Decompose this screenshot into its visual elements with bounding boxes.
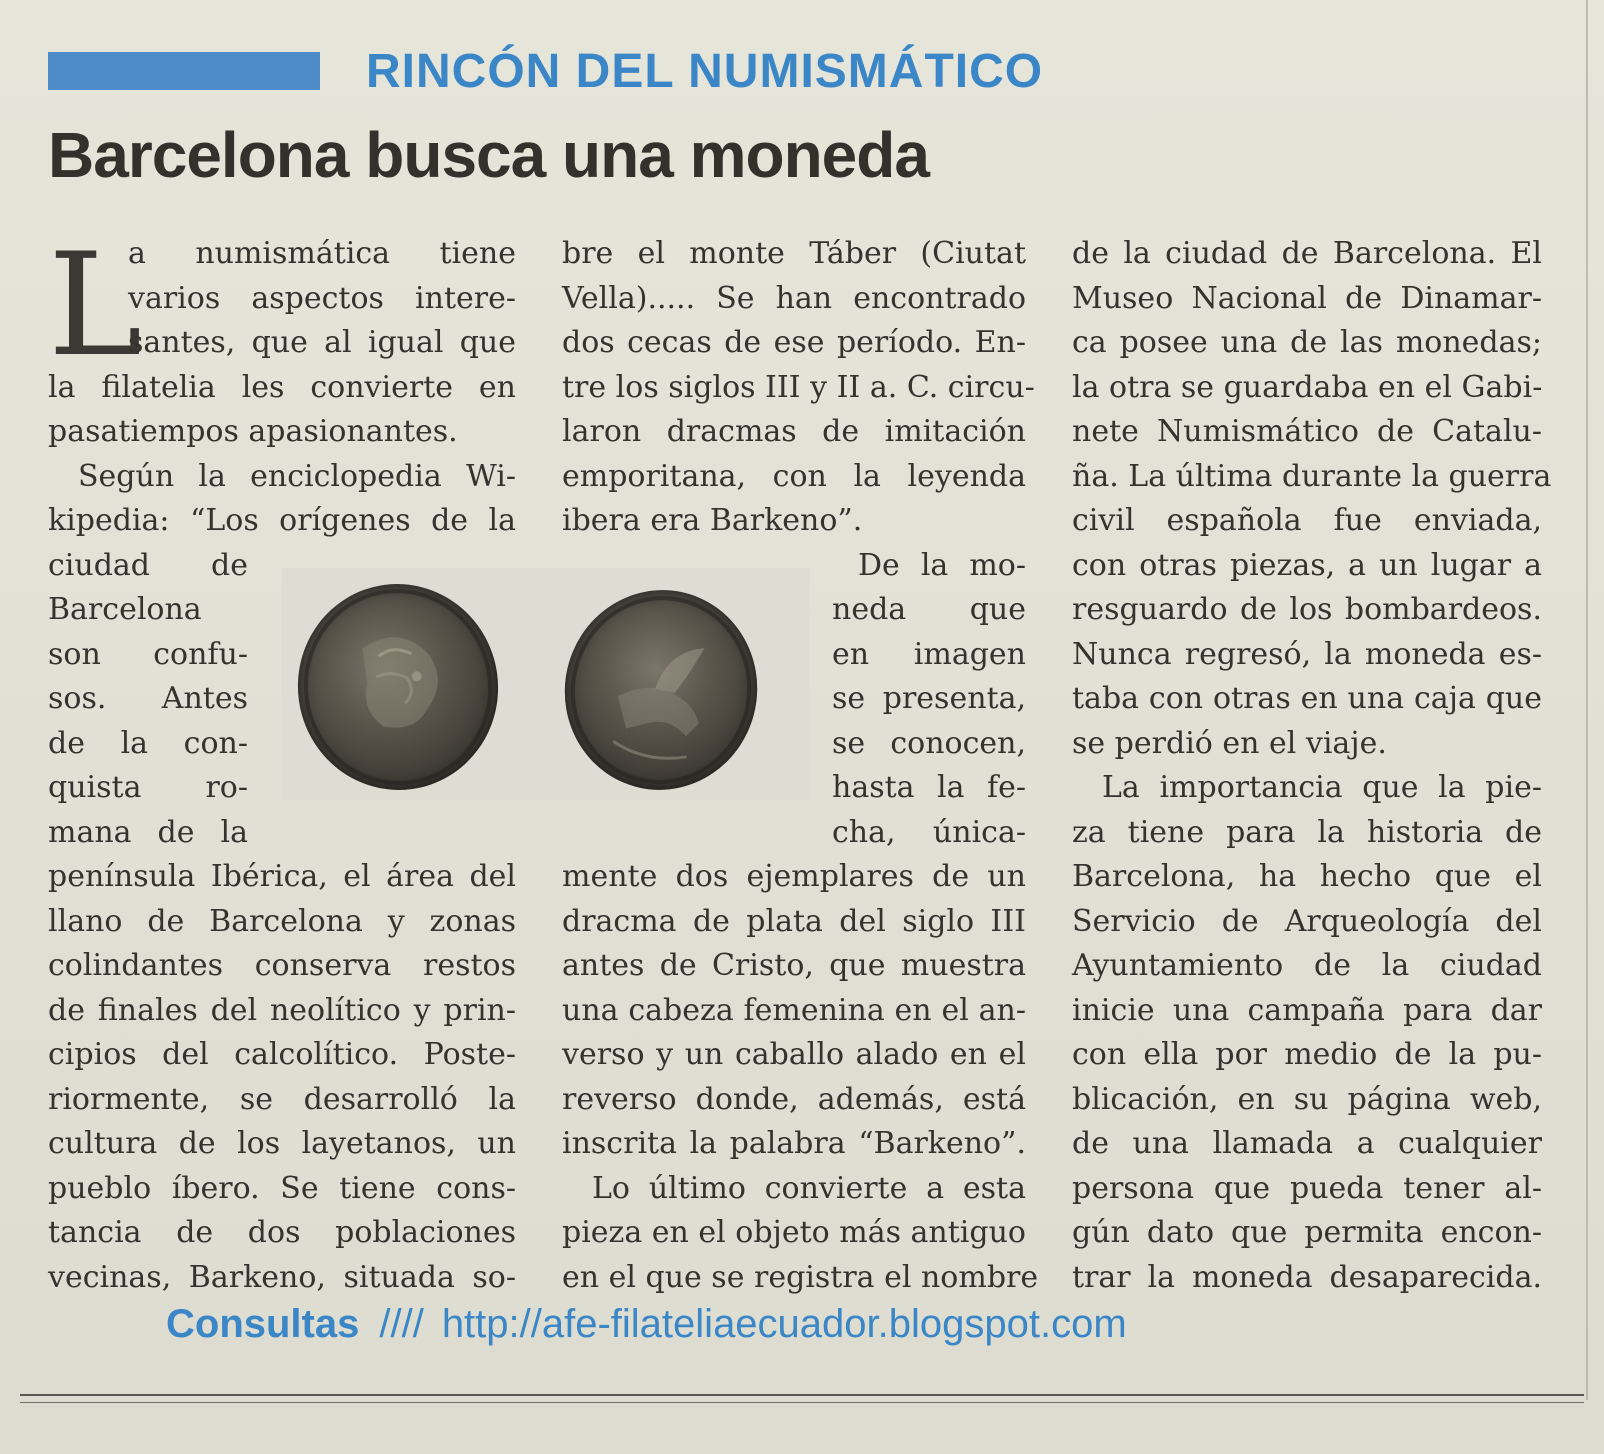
text-line: son confu-	[48, 636, 248, 672]
text-line: blicación, en su página web,	[1072, 1081, 1542, 1117]
text-line: La importancia que la pie-	[1102, 770, 1542, 805]
text-line: Vella)..... Se han encontrado	[562, 280, 1026, 316]
text-line: hasta la fe-	[832, 770, 1026, 805]
text-line: ca posee una de las monedas;	[1072, 325, 1542, 360]
footer-label: Consultas	[166, 1302, 360, 1346]
text-line: bre el monte Táber (Ciutat	[562, 236, 1026, 271]
text-line: dracma de plata del siglo III	[562, 903, 1026, 939]
text-line: con ella por medio de la pu-	[1072, 1037, 1542, 1072]
text-line: resguardo de los bombardeos.	[1072, 592, 1542, 627]
text-line: reverso donde, además, está	[562, 1081, 1026, 1117]
coin-reverse-image	[546, 572, 775, 808]
text-line: cha, únicа-	[832, 814, 1026, 850]
text-line: colindantes conserva restos	[48, 948, 516, 983]
text-line: tancia de dos poblaciones	[48, 1215, 516, 1250]
text-line: de la ciudad de Barcelona. El	[1072, 236, 1542, 271]
text-line: península Ibérica, el área del	[48, 859, 516, 894]
text-line: llano de Barcelona y zonas	[48, 903, 516, 939]
article-column-3	[1072, 232, 1552, 1300]
text-line: civil española fue enviada,	[1072, 503, 1542, 538]
text-line: quista ro-	[48, 770, 248, 805]
text-line: cipios del calcolítico. Poste-	[48, 1037, 516, 1072]
article-headline: Barcelona busca una moneda	[48, 119, 929, 191]
section-title: RINCÓN DEL NUMISMÁTICO	[366, 45, 1044, 98]
winged-horse-relief	[546, 572, 775, 808]
text-line: neda que	[832, 592, 1026, 627]
text-line: Barcelona	[48, 592, 202, 627]
text-line: za tiene para la historia de	[1072, 814, 1542, 850]
blog-url[interactable]: http://afe-filateliaecuador.blogspot.com	[441, 1302, 1127, 1346]
coin-obverse-image	[285, 571, 512, 803]
text-line: Nunca regresó, la moneda es-	[1072, 636, 1542, 672]
text-line: dos cecas de ese período. En-	[562, 325, 1026, 360]
text-line: con otras piezas, a un lugar a	[1072, 547, 1542, 583]
text-line: santes, que al igual que	[128, 325, 516, 360]
text-line: pueblo íbero. Se tiene cons-	[48, 1170, 516, 1206]
text-line: Barcelona, ha hecho que el	[1072, 859, 1542, 894]
footer-separator: ////	[379, 1302, 424, 1346]
text-line: persona que pueda tener al-	[1072, 1170, 1542, 1206]
clipping-edge	[1586, 0, 1588, 1400]
text-line: pasatiempos apasionantes.	[48, 414, 458, 449]
text-line: Ayuntamiento de la ciudad	[1072, 948, 1542, 983]
consultas-footer	[166, 1302, 1127, 1347]
text-line: nete Numismático de Catalu-	[1072, 414, 1542, 449]
text-line: De la mo-	[858, 547, 1026, 583]
text-line: en el que se registra el nombre	[562, 1259, 1039, 1295]
text-line: inicie una campaña para dar	[1072, 992, 1542, 1028]
text-line: de la con-	[48, 725, 248, 761]
text-line: Museo Nacional de Dinamar-	[1072, 280, 1542, 316]
drop-cap: L	[48, 223, 143, 388]
female-head-relief	[285, 571, 512, 803]
text-line: tre los siglos III y II a. C. circu-	[562, 369, 1035, 405]
text-line: inscrita la palabra “Barkeno”.	[562, 1126, 1026, 1161]
text-line: ciudad de	[48, 547, 248, 583]
text-line: se perdió en el viaje.	[1072, 725, 1387, 761]
text-line: verso y un caballo alado en el	[562, 1037, 1026, 1072]
text-line: la otra se guardaba en el Gabi-	[1072, 369, 1543, 405]
bottom-rule	[20, 1394, 1584, 1396]
text-line: en imagen	[832, 636, 1026, 672]
text-line: se conocen,	[832, 725, 1026, 761]
text-line: una cabeza femenina en el an-	[562, 992, 1026, 1028]
text-line: taba con otras en una caja que	[1072, 681, 1542, 716]
text-line: a numismática tiene	[128, 236, 516, 271]
text-line: Según la enciclopedia Wi-	[78, 458, 516, 494]
text-line: vecinas, Barkeno, situada so-	[48, 1259, 516, 1295]
text-line: pieza en el objeto más antiguo	[562, 1215, 1026, 1250]
text-line: antes de Cristo, que muestra	[562, 948, 1026, 983]
bottom-rule-thin	[20, 1402, 1584, 1403]
text-line: se presenta,	[832, 681, 1026, 716]
text-line: Lo último convierte a esta	[592, 1170, 1026, 1206]
text-line: Servicio de Arqueología del	[1072, 903, 1542, 939]
coin-photo	[282, 568, 810, 800]
text-line: laron dracmas de imitación	[562, 414, 1026, 449]
text-line: mente dos ejemplares de un	[562, 859, 1026, 894]
section-color-bar	[48, 52, 320, 90]
text-line: sos. Antes	[48, 681, 248, 716]
text-line: trar la moneda desaparecida.	[1072, 1259, 1542, 1295]
text-line: riormente, se desarrolló la	[48, 1081, 516, 1117]
text-line: cultura de los layetanos, un	[48, 1126, 516, 1161]
text-line: ibera era Barkeno”.	[562, 503, 863, 538]
text-line: gún dato que permita encon-	[1072, 1215, 1542, 1250]
text-line: de finales del neolítico y prin-	[48, 992, 516, 1028]
text-line: varios aspectos intere-	[128, 280, 516, 316]
text-line: emporitana, con la leyenda	[562, 458, 1026, 494]
text-line: de una llamada a cualquier	[1072, 1126, 1542, 1161]
text-line: ña. La última durante la guerra	[1072, 458, 1552, 494]
text-line: mana de la	[48, 814, 248, 850]
text-line: la filatelia les convierte en	[48, 369, 516, 405]
text-line: kipedia: “Los orígenes de la	[48, 503, 516, 538]
